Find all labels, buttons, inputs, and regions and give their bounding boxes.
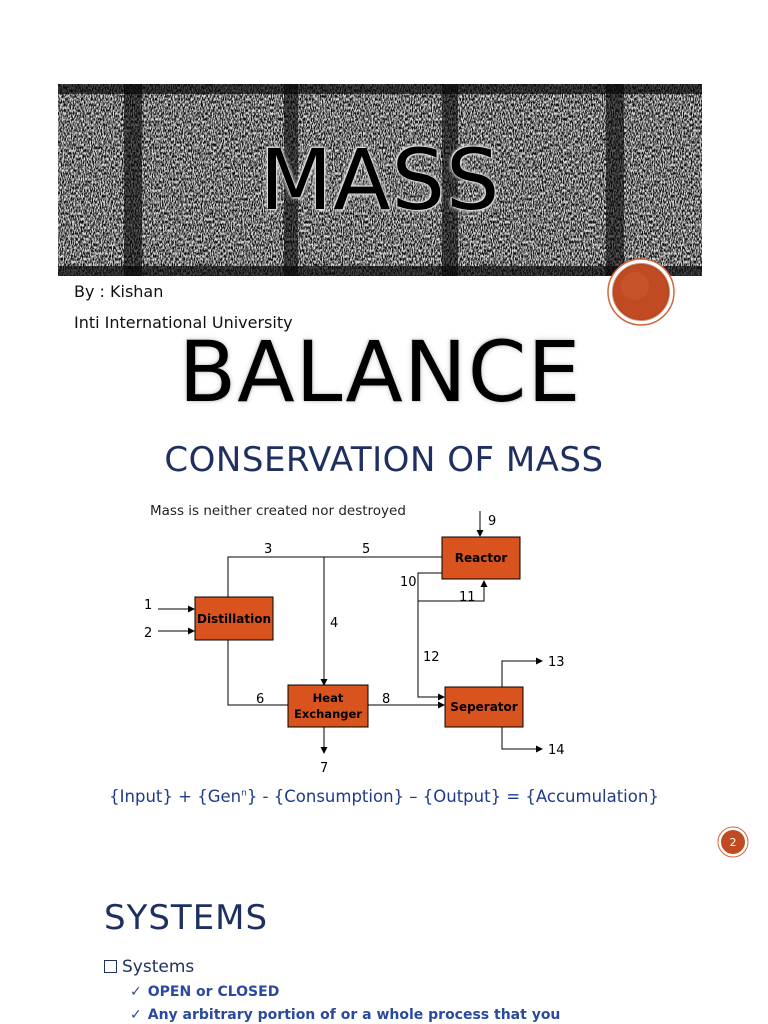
checkmark-icon: ✓ [130, 1007, 142, 1023]
stream-label-3: 3 [264, 542, 273, 557]
stream-label-8: 8 [382, 692, 391, 707]
check-item-2 [130, 1007, 560, 1023]
stream-label-12: 12 [423, 650, 440, 665]
equation-part-1: {Input} + {Gen [109, 787, 242, 806]
page-number-badge [717, 826, 749, 858]
equation-superscript: n [241, 788, 247, 799]
section-title-systems: SYSTEMS [104, 898, 269, 938]
section-title-conservation: CONSERVATION OF MASS [164, 440, 604, 480]
stream-13-arrow [502, 661, 542, 687]
stream-label-2: 2 [144, 626, 153, 641]
unit-heat-exchanger [288, 685, 368, 727]
checkbox-bullet-icon [104, 960, 117, 973]
unit-label-separator: Seperator [450, 700, 518, 714]
check-item-2-label: Any arbitrary portion of or a whole process that you [147, 1007, 561, 1023]
slide-title: MASS BALANCE [178, 131, 582, 421]
bullet-systems-label: Systems [122, 957, 195, 977]
stream-label-6: 6 [256, 692, 265, 707]
stream-label-14: 14 [548, 743, 565, 758]
unit-separator [445, 687, 523, 727]
stream-label-10: 10 [400, 575, 417, 590]
stream-label-11: 11 [459, 590, 476, 605]
unit-distillation [195, 597, 273, 640]
check-item-1-label: OPEN or CLOSED [147, 984, 280, 1000]
bullet-systems [104, 957, 194, 977]
decorative-circle-icon [607, 258, 675, 326]
svg-text:Heat: Heat [312, 691, 344, 705]
stream-label-13: 13 [548, 655, 565, 670]
stream-label-1: 1 [144, 598, 153, 613]
stream-label-5: 5 [362, 542, 371, 557]
stream-14-arrow [502, 727, 542, 749]
stream-label-9: 9 [488, 514, 497, 529]
checkmark-icon: ✓ [130, 984, 142, 1000]
mass-balance-equation [0, 787, 768, 806]
equation-part-2: } - {Consumption} – {Output} = {Accumulation} [246, 787, 659, 806]
unit-label-reactor: Reactor [454, 551, 508, 565]
stream-label-7: 7 [320, 761, 329, 776]
svg-text:Exchanger: Exchanger [294, 707, 362, 721]
stream-10-12-line [418, 573, 444, 697]
unit-label-distillation: Distillation [196, 612, 272, 626]
conservation-statement: Mass is neither created nor destroyed [150, 503, 406, 519]
organization-text: Inti International University [74, 313, 293, 332]
unit-reactor [442, 537, 520, 579]
check-item-1 [130, 984, 279, 1000]
stream-label-4: 4 [330, 616, 339, 631]
author-text: By : Kishan [74, 282, 164, 301]
process-flow-diagram [130, 505, 590, 780]
page-number: 2 [729, 836, 737, 849]
